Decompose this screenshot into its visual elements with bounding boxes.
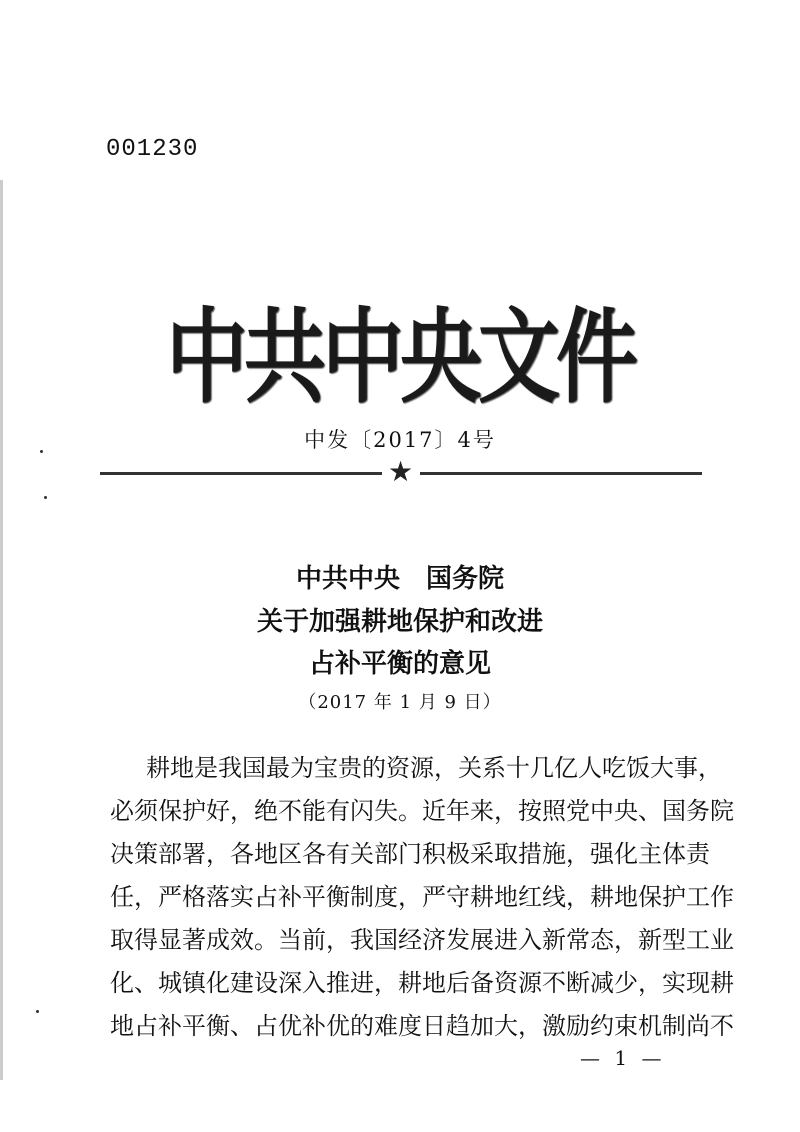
page-number: — 1 — (580, 1046, 666, 1070)
title-line-1: 中共中央 国务院 (295, 564, 504, 594)
document-masthead: 中共中央文件 (165, 298, 634, 418)
divider-right (420, 472, 702, 475)
scan-speck (40, 450, 43, 453)
scan-speck (44, 496, 47, 499)
document-date: （2017 年 1 月 9 日） (298, 692, 502, 713)
body-line: 化、城镇化建设深入推进，耕地后备资源不断减少，实现耕 (110, 969, 734, 997)
scan-speck (36, 1010, 39, 1013)
title-line-3: 占补平衡的意见 (308, 649, 491, 679)
body-line: 取得显著成效。当前，我国经济发展进入新常态，新型工业 (110, 926, 734, 954)
issue-number: 中发〔2017〕4号 (304, 428, 496, 452)
body-line: 任，严格落实占补平衡制度，严守耕地红线，耕地保护工作 (110, 883, 734, 911)
star-icon: ★ (388, 455, 414, 488)
document-serial-number: 001230 (106, 136, 199, 163)
title-line-2: 关于加强耕地保护和改进 (256, 607, 543, 637)
body-line: 耕地是我国最为宝贵的资源，关系十几亿人吃饭大事， (146, 754, 722, 782)
scan-edge (0, 180, 3, 1080)
body-line: 必须保护好，绝不能有闪失。近年来，按照党中央、国务院 (110, 797, 734, 825)
divider-left (100, 472, 382, 475)
body-line: 决策部署，各地区各有关部门积极采取措施，强化主体责 (110, 840, 710, 868)
body-line: 地占补平衡、占优补优的难度日趋加大，激励约束机制尚不 (110, 1012, 734, 1040)
